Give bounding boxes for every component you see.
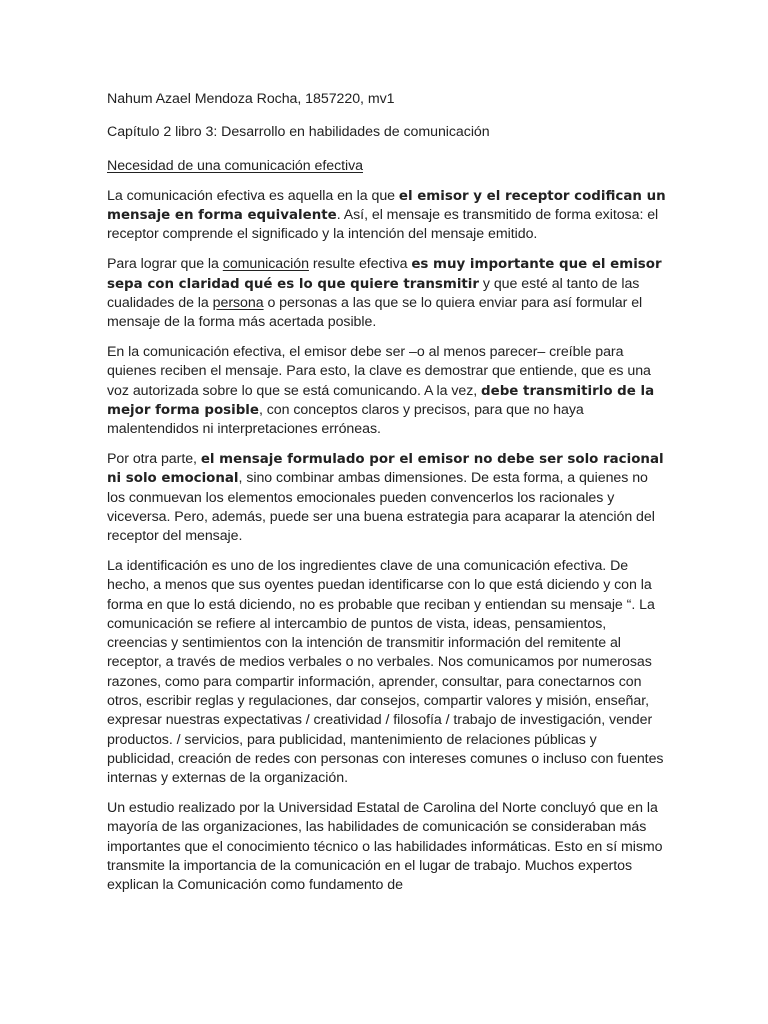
paragraph-1: La comunicación efectiva es aquella en la que el emisor y el receptor codifican un mensaje en forma equivalente. Así, el mensaje es transmitido de forma exitosa: el receptor comprende el significado y la intención del mensaje emitido. xyxy=(107,187,666,243)
section-heading: Necesidad de una comunicación efectiva xyxy=(107,157,363,174)
bold-phrase: debe transmitirlo de la mejor forma posible xyxy=(107,383,655,418)
paragraph-4: Por otra parte, el mensaje formulado por el emisor no debe ser solo racional ni solo emocional, sino combinar ambas dimensiones. De esta forma, a quienes no los conmuevan los elementos emocionales pueden convencerlos los racionales y viceversa. Pero, además, puede ser una buena estrategia para acaparar la atención del receptor del mensaje. xyxy=(107,450,664,545)
document-page xyxy=(107,90,667,906)
link-comunicacion[interactable]: comunicación xyxy=(222,256,309,273)
paragraph-5: La identificación es uno de los ingredientes clave de una comunicación efectiva. De hecho, a menos que sus oyentes puedan identificarse con lo que está diciendo y con la forma en que lo está diciendo, no es probable que reciban y entiendan su mensaje “. La comunicación se refiere al intercambio de puntos de vista, ideas, pensamientos, creencias y sentimientos con la intención de transmitir información del remitente al receptor, a través de medios verbales o no verbales. Nos comunicamos por numerosas razones, como para compartir información, aprender, consultar, para conectarnos con otros, escribir reglas y regulaciones, dar consejos, compartir valores y misión, enseñar, expresar nuestras expectativas / creatividad / filosofía / trabajo de investigación, vender productos. / servicios, para publicidad, mantenimiento de relaciones públicas y publicidad, creación de redes con personas con intereses comunes o incluso con fuentes internas y externas de la organización. xyxy=(107,557,664,787)
paragraph-2: Para lograr que la comunicación resulte efectiva es muy importante que el emisor sepa con claridad qué es lo que quiere transmitir y que esté al tanto de las cualidades de la persona o personas a las que se lo quiera enviar para así formular el mensaje de la forma más acertada posible. xyxy=(107,256,662,331)
chapter-title: Capítulo 2 libro 3: Desarrollo en habilidades de comunicación xyxy=(107,124,490,141)
bold-phrase: es muy importante que el emisor sepa con claridad qué es lo que quiere transmitir xyxy=(107,257,662,292)
bold-phrase: el mensaje formulado por el emisor no debe ser solo racional ni solo emocional xyxy=(107,451,664,487)
link-persona[interactable]: persona xyxy=(212,294,264,311)
bold-phrase: el emisor y el receptor codifican un mensaje en forma equivalente xyxy=(107,188,666,224)
author-line: Nahum Azael Mendoza Rocha, 1857220, mv1 xyxy=(107,91,395,107)
paragraph-6: Un estudio realizado por la Universidad Estatal de Carolina del Norte concluyó que en la mayoría de las organizaciones, las habilidades de comunicación se consideraban más importantes que el conocimiento técnico o las habilidades informáticas. Esto en sí mismo transmite la importancia de la comunicación en el lugar de trabajo. Muchos expertos explican la Comunicación como fundamento de xyxy=(107,800,663,894)
paragraph-3: En la comunicación efectiva, el emisor debe ser –o al menos parecer– creíble para quienes reciben el mensaje. Para esto, la clave es demostrar que entiende, que es una voz autorizada sobre lo que se está comunicando. A la vez, debe transmitirlo de la mejor forma posible, con conceptos claros y precisos, para que no haya malentendidos ni interpretaciones erróneas. xyxy=(107,343,655,438)
